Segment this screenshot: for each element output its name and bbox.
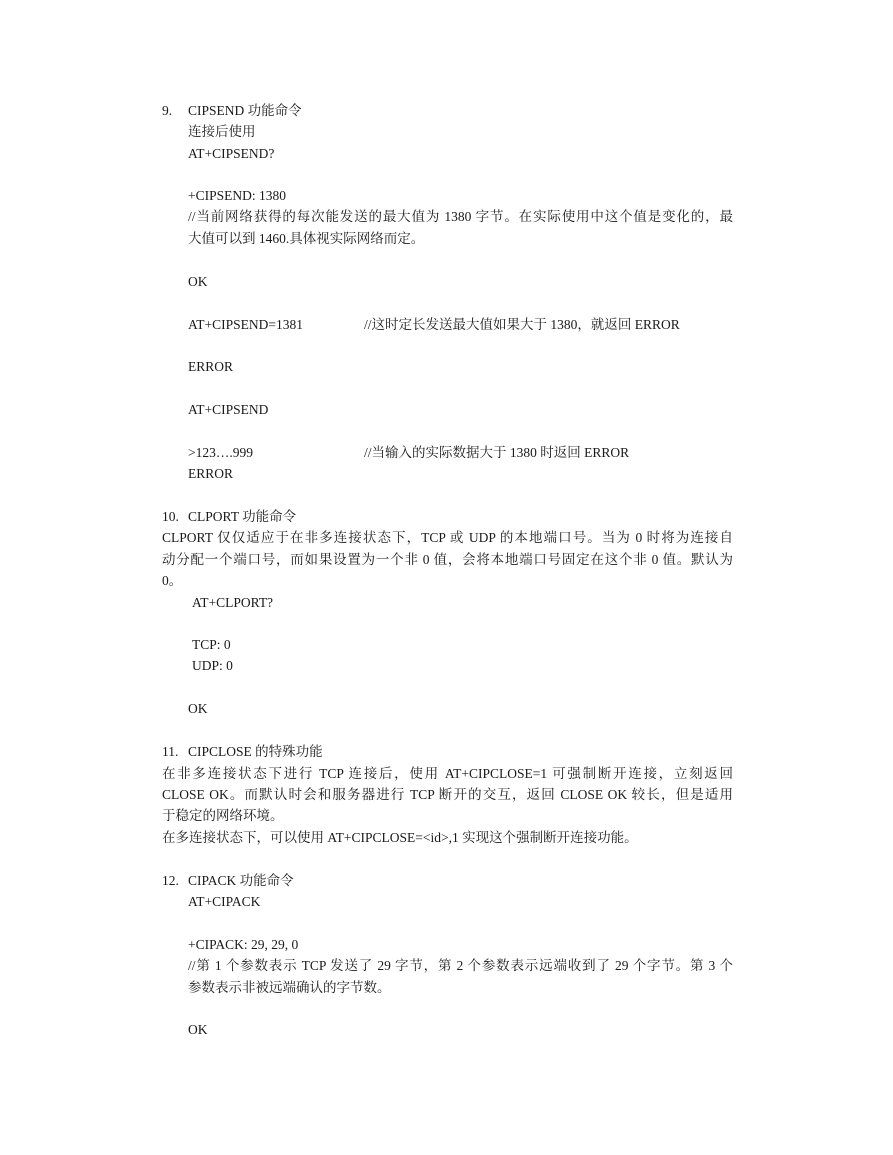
section-12-ok: OK [188, 1022, 208, 1037]
section-11-desc-line1: 在非多连接状态下进行 TCP 连接后，使用 AT+CIPCLOSE=1 可强制断开连接，立刻返回 [162, 766, 733, 781]
section-12-title: CIPACK 功能命令 [188, 873, 294, 888]
section-9-cmd-query: AT+CIPSEND? [188, 146, 275, 161]
section-9-input-comment: //当输入的实际数据大于 1380 时返回 ERROR [364, 445, 630, 460]
section-9-comment-line1: //当前网络获得的每次能发送的最大值为 1380 字节。在实际使用中这个值是变化的，最 [188, 209, 733, 224]
section-9-ok: OK [188, 274, 208, 289]
section-12-comment-line1: //第 1 个参数表示 TCP 发送了 29 字节，第 2 个参数表示远端收到了 29 个字节。第 3 个 [188, 958, 733, 973]
section-9-error1: ERROR [188, 359, 234, 374]
section-11-desc-line4: 在多连接状态下，可以使用 AT+CIPCLOSE=<id>,1 实现这个强制断开连接功能。 [162, 830, 638, 845]
section-11-desc-line3: 于稳定的网络环境。 [162, 808, 284, 823]
section-9-cmd-set: AT+CIPSEND=1381 [188, 317, 303, 332]
section-11-title: CIPCLOSE 的特殊功能 [188, 744, 323, 759]
section-12-cmd: AT+CIPACK [188, 894, 261, 909]
section-12-comment-line2: 参数表示非被远端确认的字节数。 [188, 980, 391, 995]
section-9-number: 9. [162, 103, 173, 118]
section-9-input-data: >123….999 [188, 445, 253, 460]
section-12-heading [162, 872, 294, 890]
section-9-cmd-send: AT+CIPSEND [188, 402, 269, 417]
section-10-ok: OK [188, 701, 208, 716]
section-10-heading [162, 508, 296, 526]
section-12-resp: +CIPACK: 29, 29, 0 [188, 937, 299, 952]
section-10-desc-line3: 0。 [162, 573, 183, 588]
section-11-heading [162, 743, 323, 761]
section-10-tcp: TCP: 0 [192, 637, 231, 652]
section-9-resp-value: +CIPSEND: 1380 [188, 188, 287, 203]
section-9-heading [162, 102, 302, 120]
section-10-number: 10. [162, 509, 179, 524]
section-10-cmd: AT+CLPORT? [192, 595, 274, 610]
section-10-desc-line1: CLPORT 仅仅适应于在非多连接状态下，TCP 或 UDP 的本地端口号。当为 0 时将为连接自 [162, 530, 733, 545]
section-10-title: CLPORT 功能命令 [188, 509, 297, 524]
section-9-error2: ERROR [188, 466, 234, 481]
section-9-title: CIPSEND 功能命令 [188, 103, 302, 118]
section-10-desc-line2: 动分配一个端口号，而如果设置为一个非 0 值，会将本地端口号固定在这个非 0 值。默认为 [162, 552, 733, 567]
section-11-desc-line2: CLOSE OK。而默认时会和服务器进行 TCP 断开的交互，返回 CLOSE OK 较长，但是适用 [162, 787, 733, 802]
section-12-number: 12. [162, 873, 179, 888]
section-9-comment-line2: 大值可以到 1460.具体视实际网络而定。 [188, 231, 425, 246]
section-9-cmd-set-comment: //这时定长发送最大值如果大于 1380，就返回 ERROR [364, 317, 680, 332]
section-9-subtitle: 连接后使用 [188, 124, 256, 139]
section-11-number: 11. [162, 744, 179, 759]
section-10-udp: UDP: 0 [192, 658, 233, 673]
